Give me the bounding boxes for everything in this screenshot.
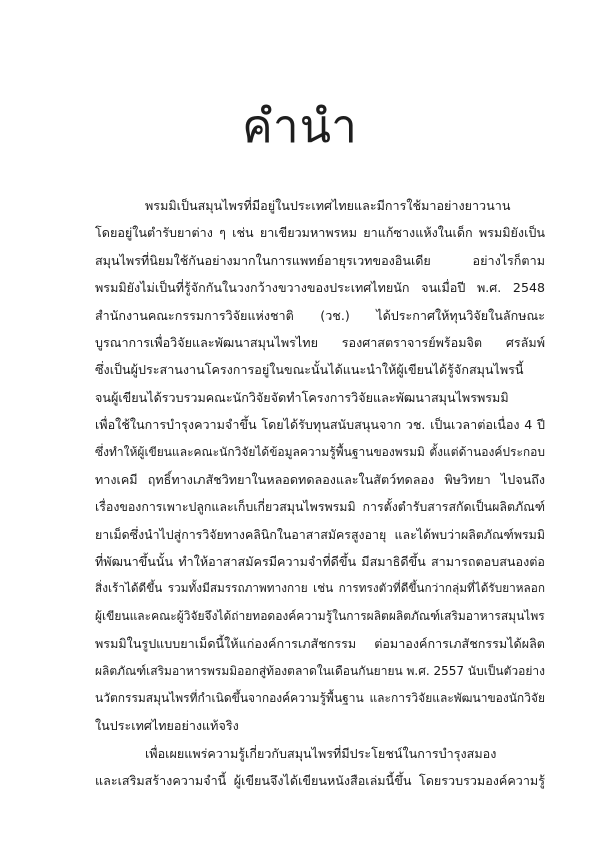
text-line: โดยอยู่ในตำรับยาต่าง ๆ เช่น ยาเขียวมหาพรหม ยาแก้ซางแห้งในเด็ก พรมมิยังเป็น — [95, 225, 545, 241]
text-line: สมุนไพรที่นิยมใช้กันอย่างมากในการแพทย์อายุรเวทของอินเดีย อย่างไรก็ตาม — [95, 252, 545, 268]
text-line: ทางเคมี ฤทธิ์ทางเภสัชวิทยาในหลอดทดลองและในสัตว์ทดลอง พิษวิทยา ไปจนถึง — [95, 471, 545, 487]
text-line: ยาเม็ดซึ่งนำไปสู่การวิจัยทางคลินิกในอาสาสมัครสูงอายุ และได้พบว่าผลิตภัณฑ์พรมมิ — [95, 526, 545, 542]
text-line: บูรณาการเพื่อวิจัยและพัฒนาสมุนไพรไทย รองศาสตราจารย์พร้อมจิต ศรลัมพ์ — [95, 334, 545, 350]
text-line: เรื่องของการเพาะปลูกและเก็บเกี่ยวสมุนไพรพรมมิ การตั้งตำรับสารสกัดเป็นผลิตภัณฑ์ — [95, 499, 545, 515]
page-title: คำนำ — [242, 99, 358, 153]
text-line: ที่พัฒนาขึ้นนั้น ทำให้อาสาสมัครมีความจำที่ดีขึ้น มีสมาธิดีขึ้น สามารถตอบสนองต่อ — [95, 554, 545, 570]
text-line: เพื่อใช้ในการบำรุงความจำขึ้น โดยได้รับทุนสนับสนุนจาก วช. เป็นเวลาต่อเนื่อง 4 ปี — [95, 417, 545, 433]
text-line: ผลิตภัณฑ์เสริมอาหารพรมมิออกสู่ท้องตลาดในเดือนกันยายน พ.ศ. 2557 นับเป็นตัวอย่าง — [95, 663, 545, 678]
text-line: ในประเทศไทยอย่างแท้จริง — [95, 718, 239, 734]
text-line: สำนักงานคณะกรรมการวิจัยแห่งชาติ (วช.) ได้ประกาศให้ทุนวิจัยในลักษณะ — [95, 307, 545, 323]
text-line: และเสริมสร้างความจำนี้ ผู้เขียนจึงได้เขียนหนังสือเล่มนี้ขึ้น โดยรวบรวมองค์ความรู้ — [95, 773, 545, 789]
text-line: สิ่งเร้าได้ดีขึ้น รวมทั้งมีสมรรถภาพทางกาย เช่น การทรงตัวที่ดีขึ้นกว่ากลุ่มที่ได้รับยาหลอก — [95, 581, 545, 596]
text-line: พรมมิยังไม่เป็นที่รู้จักกันในวงกว้างขวางของประเทศไทยนัก จนเมื่อปี พ.ศ. 2548 — [95, 280, 545, 296]
text-line: นวัตกรรมสมุนไพรที่กำเนิดขึ้นจากองค์ความรู้พื้นฐาน และการวิจัยและพัฒนาของนักวิจัย — [95, 691, 545, 706]
paragraph-1 — [95, 192, 545, 740]
paragraph-2 — [95, 740, 545, 795]
text-line: ซึ่งเป็นผู้ประสานงานโครงการอยู่ในขณะนั้นได้แนะนำให้ผู้เขียนได้รู้จักสมุนไพรนี้ — [95, 362, 524, 378]
text-line: เพื่อเผยแพร่ความรู้เกี่ยวกับสมุนไพรที่มีประโยชน์ในการบำรุงสมอง — [145, 745, 497, 761]
preface-body — [95, 192, 545, 795]
text-line: พรมมิเป็นสมุนไพรที่มีอยู่ในประเทศไทยและมีการใช้มาอย่างยาวนาน — [145, 198, 511, 213]
text-line: ผู้เขียนและคณะผู้วิจัยจึงได้ถ่ายทอดองค์ความรู้ในการผลิตผลิตภัณฑ์เสริมอาหารสมุนไพร — [95, 608, 545, 623]
text-line: ซึ่งทำให้ผู้เขียนและคณะนักวิจัยได้ข้อมูลความรู้พื้นฐานของพรมมิ ตั้งแต่ด้านองค์ประกอบ — [95, 444, 545, 459]
text-line: พรมมิในรูปแบบยาเม็ดนี้ให้แก่องค์การเภสัชกรรม ต่อมาองค์การเภสัชกรรมได้ผลิต — [95, 636, 545, 652]
text-line: จนผู้เขียนได้รวบรวมคณะนักวิจัยจัดทำโครงการวิจัยและพัฒนาสมุนไพรพรมมิ — [95, 389, 509, 405]
